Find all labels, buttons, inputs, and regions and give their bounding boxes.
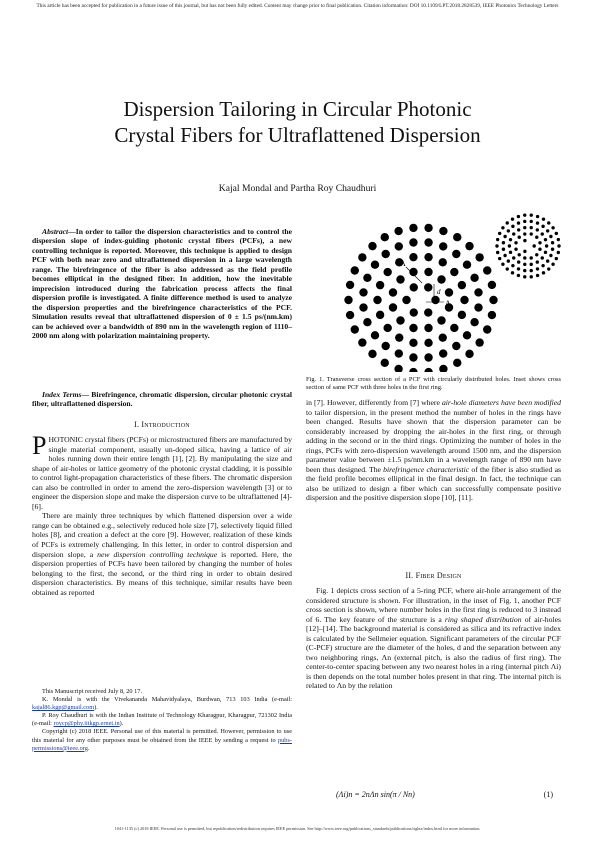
air-hole xyxy=(489,296,497,304)
air-hole xyxy=(551,241,554,244)
index-terms-label: Index Terms xyxy=(42,390,82,399)
air-hole xyxy=(535,253,538,256)
air-hole xyxy=(376,281,384,289)
air-hole xyxy=(431,296,439,304)
author-1-email-link[interactable]: kajal86.kgp@gmail.com xyxy=(32,704,95,712)
air-hole xyxy=(514,248,517,251)
air-hole xyxy=(359,303,367,311)
air-hole xyxy=(542,217,545,220)
air-hole xyxy=(557,251,560,254)
air-hole xyxy=(546,229,549,232)
air-hole xyxy=(538,241,541,244)
air-hole xyxy=(424,368,432,372)
ds-p1-b: of air-holes [12]–[14]. The background material is considered as silica and its refractive index is calculated by the Sellmeier equation. Significant parameters of the circular PCF (C-PCF) structure are the diameter of the holes, d and the separation between any two neighboring rings, Λn (external pitch, is also the radius of first ring). The center-to-center spacing between any two nearest holes in a ring (internal pitch Λi) is then depends on the total number holes present in that ring. The internal pitch is related to Λn by the relation xyxy=(306,614,561,691)
air-hole xyxy=(358,338,366,346)
air-hole xyxy=(437,316,445,324)
air-hole xyxy=(523,232,526,235)
equation-text: (Λi)n = 2nΛn sin(π / Nn) xyxy=(336,790,415,799)
air-hole xyxy=(424,353,432,361)
air-hole xyxy=(536,267,539,270)
air-hole xyxy=(536,274,539,277)
air-hole xyxy=(555,232,558,235)
fn2-b: ). xyxy=(119,720,124,728)
air-hole xyxy=(474,288,482,296)
fn1-a: K. Mondal is with the Vivekananda Mahavidyalaya, Burdwan, 713 103 India (e-mail: xyxy=(42,696,292,704)
air-hole xyxy=(402,296,410,304)
air-hole xyxy=(424,283,432,291)
figure-1 xyxy=(306,212,561,372)
air-hole xyxy=(368,350,376,358)
air-hole xyxy=(383,268,391,276)
air-hole xyxy=(530,269,533,272)
section-heading-fiber-design: II. Fiber Design xyxy=(405,571,462,580)
air-hole xyxy=(495,244,498,247)
air-hole xyxy=(363,318,371,326)
air-hole xyxy=(542,271,545,274)
air-hole xyxy=(409,368,417,372)
air-hole xyxy=(358,253,366,261)
dropcap-letter: P xyxy=(32,431,47,460)
right-paragraph-1 xyxy=(306,398,561,503)
air-hole xyxy=(463,260,471,268)
air-hole xyxy=(541,225,544,228)
air-hole xyxy=(530,213,533,216)
air-hole xyxy=(424,238,432,246)
air-hole xyxy=(507,259,510,262)
air-hole xyxy=(533,244,536,247)
air-hole xyxy=(389,288,397,296)
air-hole xyxy=(511,225,514,228)
air-hole xyxy=(546,259,549,262)
fiber-design-body xyxy=(306,586,561,691)
air-hole xyxy=(409,268,417,276)
air-hole xyxy=(511,271,514,274)
air-hole xyxy=(535,236,538,239)
air-hole xyxy=(530,275,533,278)
air-hole xyxy=(450,324,458,332)
air-hole xyxy=(523,256,526,259)
index-terms xyxy=(32,390,292,409)
air-hole xyxy=(517,267,520,270)
air-hole xyxy=(544,238,547,241)
air-hole xyxy=(509,238,512,241)
air-hole xyxy=(530,232,533,235)
air-hole xyxy=(409,238,417,246)
design-paragraph-1 xyxy=(306,586,561,691)
rc-p1-b: to tailor dispersion, in the present method the number of holes in the rings have been changed. Results have shown that the dispersion parameter can be considerably increased by dropping the air-holes in the first ring, or through adding in the second or in the third rings. Optimizing the number of holes in the rings, PCFs with zero-dispersion wavelength around 1500 nm, and the dispersion parameter value between ±1.5 ps/nm.km in a wavelength range of 890 nm have been thus designed. The xyxy=(306,407,561,474)
abstract xyxy=(32,227,292,340)
air-hole xyxy=(517,274,520,277)
footnote-copyright xyxy=(32,728,292,752)
air-hole xyxy=(536,260,539,263)
air-hole xyxy=(395,242,403,250)
air-hole xyxy=(523,213,526,216)
rc-p1-em: air-hole diameters have been modified xyxy=(441,398,561,407)
air-hole xyxy=(547,267,550,270)
intro-paragraph-1 xyxy=(32,431,292,511)
air-hole xyxy=(394,227,402,235)
air-hole xyxy=(371,260,379,268)
air-hole xyxy=(523,269,526,272)
air-hole xyxy=(396,275,404,283)
air-hole xyxy=(381,342,389,350)
air-hole xyxy=(503,254,506,257)
air-hole xyxy=(511,264,514,267)
air-hole xyxy=(424,339,432,347)
air-hole xyxy=(424,308,432,316)
air-hole xyxy=(396,316,404,324)
lambda-label-1: Λ xyxy=(400,259,406,268)
main-cross-section-holes xyxy=(344,224,497,372)
air-hole xyxy=(351,325,359,333)
introduction-body xyxy=(32,431,293,597)
air-hole xyxy=(383,324,391,332)
air-hole xyxy=(424,324,432,332)
fn3-b: . xyxy=(87,744,90,752)
index-terms-text: — Birefringence, chromatic dispersion, circular photonic crystal fiber, ultraflattened dispersion. xyxy=(32,390,292,409)
air-hole xyxy=(437,275,445,283)
paper-title xyxy=(40,96,555,148)
air-hole xyxy=(475,338,483,346)
air-hole xyxy=(517,215,520,218)
air-hole xyxy=(424,253,432,261)
permissions-email-link[interactable]: pubs-permissions@ieee.org xyxy=(32,736,292,752)
air-hole xyxy=(359,288,367,296)
air-hole xyxy=(346,311,354,319)
air-hole xyxy=(483,325,491,333)
air-hole xyxy=(424,224,432,232)
d-label: d xyxy=(437,288,441,296)
air-hole xyxy=(409,353,417,361)
air-hole xyxy=(518,253,521,256)
air-hole xyxy=(502,241,505,244)
ds-p1-a: Fig. 1 depicts cross section of a 5-ring PCF, where air-hole arrangement of the considered structure is shown. For illustration, in the inset of Fig. 1, another PCF cross section is shown, where number holes in the first ring is reduced to 3 instead of 6. The key feature of the structure is a xyxy=(306,586,561,624)
air-hole xyxy=(557,244,560,247)
air-hole xyxy=(523,263,526,266)
air-hole xyxy=(517,221,520,224)
air-hole xyxy=(452,342,460,350)
air-hole xyxy=(409,253,417,261)
authors: Kajal Mondal and Partha Roy Chaudhuri xyxy=(218,183,377,194)
air-hole xyxy=(439,349,447,357)
fn2-a: P. Roy Chaudhuri is with the Indian Institute of Technology Kharagpur, Kharagpur, 721302 India (e-mail: xyxy=(32,712,292,728)
air-hole xyxy=(410,308,418,316)
air-hole xyxy=(460,296,468,304)
figure-1-caption: Fig. 1. Transverse cross section of a PCF with circularly distributed holes. Inset shows cross section of same PCF with three holes in the first ring. xyxy=(306,376,561,391)
air-hole xyxy=(547,221,550,224)
air-hole xyxy=(389,303,397,311)
air-hole xyxy=(523,250,526,253)
air-hole xyxy=(458,311,466,319)
rc-p1-c: of the fiber is also studied as the field profile becomes elliptical in the final design. In fact, the technique can also be utilized to design a fiber which can successfully compensate positive dispersion and the positive dispersion slope [10], [11]. xyxy=(306,464,561,503)
air-hole xyxy=(536,221,539,224)
lambda-label-2: Λ xyxy=(445,299,451,308)
air-hole xyxy=(439,365,447,372)
air-hole xyxy=(439,227,447,235)
air-hole xyxy=(474,303,482,311)
air-hole xyxy=(410,283,418,291)
air-hole xyxy=(514,241,517,244)
air-hole xyxy=(518,236,521,239)
air-hole xyxy=(376,311,384,319)
air-hole xyxy=(501,263,504,266)
air-hole xyxy=(488,311,496,319)
ds-p1-em: ring shaped distribution xyxy=(444,614,522,624)
air-hole xyxy=(450,268,458,276)
air-hole xyxy=(496,238,499,241)
air-hole xyxy=(371,331,379,339)
air-hole xyxy=(551,248,554,251)
air-hole xyxy=(475,253,483,261)
air-hole xyxy=(506,267,509,270)
inset-cross-section-holes xyxy=(495,213,560,278)
author-2-email-link[interactable]: roycp@phy.iitkgp.ernet.in xyxy=(53,720,120,728)
air-hole xyxy=(530,263,533,266)
air-hole xyxy=(394,365,402,372)
air-hole xyxy=(363,274,371,282)
equation-number: (1) xyxy=(543,790,553,799)
fn3-a: Copyright (c) 2018 IEEE. Personal use of this material is permitted. However, permission to use this material for any other purposes must be obtained from the IEEE by sending a request to xyxy=(32,728,292,744)
air-hole xyxy=(409,224,417,232)
air-hole xyxy=(511,217,514,220)
air-hole xyxy=(551,263,554,266)
air-hole xyxy=(409,324,417,332)
intro-p1-text: HOTONIC crystal fibers (PCFs) or microstructured fibers are manufactured by single material component, usually un-doped silica, having a lattice of air holes running down their entire length [1], [2]. By manipulating the size and shape of air-holes or lattice geometry of the photonic crystal cladding, it is possible to control light-propagation characteristics of these fibers. The chromatic dispersion can also be controlled in order to amend the zero-dispersion wavelength [3] or to engineer the dispersion slope and make the dispersion curve to be ultraflattened [4]-[6]. xyxy=(32,435,292,511)
air-hole xyxy=(544,251,547,254)
footnotes xyxy=(32,688,292,753)
footnote-author-1 xyxy=(32,696,292,712)
air-hole xyxy=(368,242,376,250)
air-hole xyxy=(523,275,526,278)
air-hole xyxy=(373,296,381,304)
air-hole xyxy=(523,239,526,242)
air-hole xyxy=(465,242,473,250)
fn1-b: ). xyxy=(94,704,98,712)
pcf-cross-section-diagram xyxy=(306,212,561,372)
intro-p2-em: new dispersion controlling technique xyxy=(97,549,218,559)
air-hole xyxy=(498,232,501,235)
air-hole xyxy=(453,359,461,367)
air-hole xyxy=(424,268,432,276)
air-hole xyxy=(501,226,504,229)
air-hole xyxy=(502,248,505,251)
air-hole xyxy=(409,339,417,347)
air-hole xyxy=(381,250,389,258)
journal-notice: This article has been accepted for publication in a future issue of this journal, but has not been fully edited. Content may change prior to final publication. Citation information: DOI 10.1109/LPT.2018.2828539, IEEE Photonics Technology Letters xyxy=(36,3,559,9)
title-line-1: Dispersion Tailoring in Circular Photonic xyxy=(123,97,472,121)
air-hole xyxy=(551,226,554,229)
air-hole xyxy=(381,233,389,241)
air-hole xyxy=(439,333,447,341)
air-hole xyxy=(453,233,461,241)
air-hole xyxy=(439,258,447,266)
air-hole xyxy=(381,359,389,367)
air-hole xyxy=(517,260,520,263)
rc-p1-em2: birefringence characteristic xyxy=(383,464,470,474)
section-heading-introduction: I. Introduction xyxy=(134,420,190,429)
air-hole xyxy=(509,251,512,254)
air-hole xyxy=(470,318,478,326)
air-hole xyxy=(549,254,552,257)
air-hole xyxy=(530,256,533,259)
footnote-received: This Manuscript received July 8, 20 17. xyxy=(42,688,143,695)
air-hole xyxy=(351,266,359,274)
air-hole xyxy=(465,350,473,358)
air-hole xyxy=(395,349,403,357)
abstract-text: —In order to tailor the dispersion characteristics and to control the dispersion slope of index-guiding photonic crystal fibers (PCFs), a new controlling technique is reported. Moreover, this technique is applied to design PCF with both near zero and ultraflattened dispersion in a large wavelength range. The birefringence of the fiber is also addressed as the field profile becomes elliptical in the designed fiber. In addition, how the inevitable imprecision introduced during the fabrication process affects the final dispersion profile is investigated. A finite difference method is used to analyze the dispersion properties and the birefringence characteristics of the PCF. Simulation results reveal that ultraflattened dispersion of 0 ± 1.5 ps/(nm.km) can be achieved over a bandwidth of 890 nm in the wavelength region of 1110–2000 nm along with polarization maintaining property. xyxy=(32,227,292,340)
intro-p2-a: There are mainly three techniques by which flattened dispersion over a wide range can be obtained e.g., selectively reduced hole size [7], selectively liquid filled holes [8], and creation a defect at the core [9]. However, realization of these kinds of PCFs is extremely challenging. In this letter, in order to control dispersion and dispersion slope, a xyxy=(32,511,292,559)
air-hole xyxy=(555,257,558,260)
intro-paragraph-2 xyxy=(32,511,292,597)
air-hole xyxy=(530,226,533,229)
right-column-body xyxy=(306,398,561,503)
air-hole xyxy=(463,331,471,339)
air-hole xyxy=(498,257,501,260)
air-hole xyxy=(496,251,499,254)
footnote-author-2 xyxy=(32,712,292,728)
air-hole xyxy=(344,296,352,304)
air-hole xyxy=(346,281,354,289)
air-hole xyxy=(536,215,539,218)
equation-1 xyxy=(306,790,561,799)
air-hole xyxy=(541,232,544,235)
air-hole xyxy=(458,281,466,289)
intro-p2-b: is reported. Here, the dispersion properties of PCFs have been tailored by changing the number of holes belonging to the first, the second, or the third ring in order to obtain desired dispersion characteristics. By means of this technique, similar results have been obtained as reported xyxy=(32,549,293,597)
air-hole xyxy=(549,235,552,238)
air-hole xyxy=(557,238,560,241)
air-hole xyxy=(536,228,539,231)
air-hole xyxy=(452,250,460,258)
abstract-label: Abstract xyxy=(42,227,69,236)
air-hole xyxy=(439,242,447,250)
air-hole xyxy=(538,248,541,251)
air-hole xyxy=(483,266,491,274)
air-hole xyxy=(470,274,478,282)
air-hole xyxy=(523,226,526,229)
air-hole xyxy=(445,288,453,296)
air-hole xyxy=(512,232,515,235)
air-hole xyxy=(395,333,403,341)
air-hole xyxy=(545,244,548,247)
air-hole xyxy=(530,220,533,223)
air-hole xyxy=(517,228,520,231)
air-hole xyxy=(512,256,515,259)
rc-p1-a: in [7]. However, differently from [7] where xyxy=(306,398,442,407)
air-hole xyxy=(541,256,544,259)
air-hole xyxy=(488,281,496,289)
air-hole xyxy=(523,220,526,223)
page-footer: 1041-1135 (c) 2018 IEEE. Personal use is permitted, but republication/redistribution requires IEEE permission. See http://www.ieee.org/publications_standards/publications/rights/index.html for more information. xyxy=(114,826,481,831)
air-hole xyxy=(503,235,506,238)
air-hole xyxy=(508,244,511,247)
air-hole xyxy=(541,264,544,267)
air-hole xyxy=(507,229,510,232)
title-line-2: Crystal Fibers for Ultraflattened Dispersion xyxy=(114,123,481,147)
air-hole xyxy=(506,221,509,224)
